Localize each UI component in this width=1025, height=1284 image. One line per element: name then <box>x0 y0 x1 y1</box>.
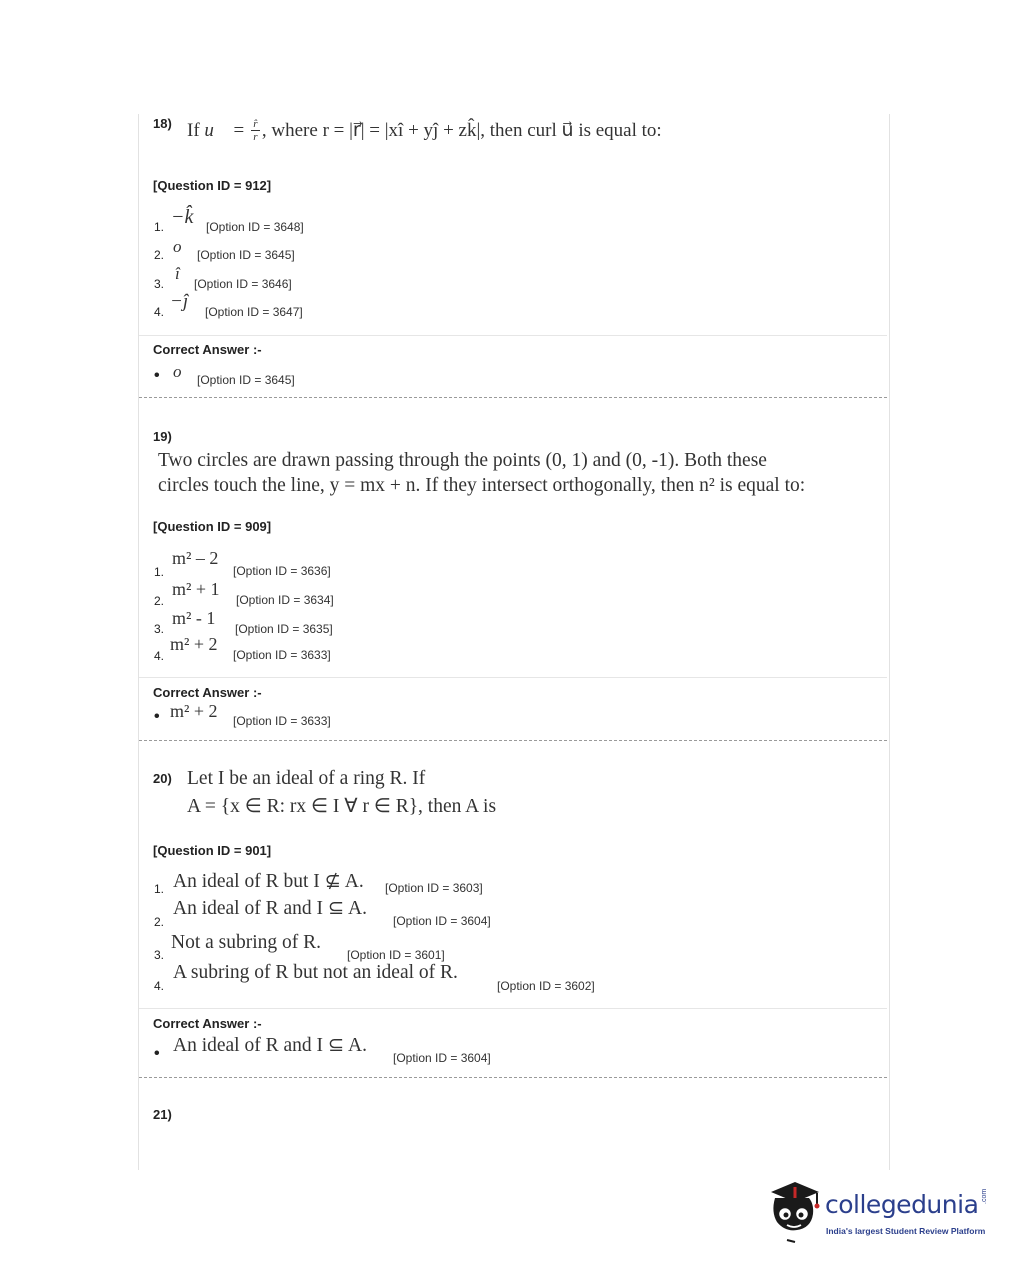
fraction-numerator: r̂ <box>253 118 258 130</box>
divider <box>139 1008 887 1009</box>
question-21-number: 21) <box>153 1107 172 1122</box>
stem-eq: = <box>228 119 249 141</box>
option-id: [Option ID = 3646] <box>194 277 292 291</box>
option-number: 1. <box>154 882 165 896</box>
option-math: m² + 2 <box>170 634 218 654</box>
option-math: −k̂ <box>171 206 194 228</box>
question-20-id: [Question ID = 901] <box>153 843 272 858</box>
option-number: 2. <box>154 248 165 262</box>
brand-tagline: India's largest Student Review Platform <box>826 1226 986 1236</box>
option-id: [Option ID = 3602] <box>497 979 595 993</box>
option-text: A subring of R but not an ideal of R. <box>173 962 458 983</box>
correct-answer-math: m² + 2 <box>170 701 218 721</box>
correct-answer-math: o⃗ <box>173 362 195 381</box>
option-number: 4. <box>154 979 165 993</box>
brand-name: collegedunia <box>825 1190 979 1219</box>
question-separator <box>139 1077 887 1078</box>
question-19-number: 19) <box>153 429 172 444</box>
question-20-number: 20) <box>153 771 172 786</box>
option-math: o⃗ <box>173 237 195 256</box>
question-19-id: [Question ID = 909] <box>153 519 272 534</box>
question-separator <box>139 740 887 741</box>
option-math: m² – 2 <box>172 548 219 568</box>
collegedunia-logo <box>765 1178 995 1248</box>
option-id: [Option ID = 3634] <box>236 593 334 607</box>
stem-rest: , where r = |r⃗| = |xî + yĵ + zk̂|, then curl u⃗ is equal to: <box>261 120 662 141</box>
correct-answer-id: [Option ID = 3633] <box>233 714 331 728</box>
option-text: An ideal of R but I ⊈ A. <box>173 871 364 892</box>
stem-fraction <box>251 118 260 143</box>
correct-answer-text: An ideal of R and I ⊆ A. <box>173 1035 367 1056</box>
fraction-denominator: r <box>253 131 258 143</box>
question-20-stem-line1: Let I be an ideal of a ring R. If <box>187 768 426 789</box>
option-number: 1. <box>154 565 165 579</box>
option-math: −ĵ <box>170 291 189 312</box>
correct-answer-id: [Option ID = 3645] <box>197 373 295 387</box>
option-number: 4. <box>154 649 165 663</box>
option-number: 3. <box>154 622 165 636</box>
divider <box>139 335 887 336</box>
option-math: î <box>175 264 180 283</box>
correct-answer-label: Correct Answer :- <box>153 1016 262 1031</box>
option-id: [Option ID = 3604] <box>393 914 491 928</box>
correct-answer-label: Correct Answer :- <box>153 342 262 357</box>
brand-suffix: .com <box>981 1188 988 1204</box>
question-19-stem-line2: circles touch the line, y = mx + n. If they intersect orthogonally, then n² is equal to: <box>158 475 806 496</box>
option-id: [Option ID = 3645] <box>197 248 295 262</box>
question-19-stem-line1: Two circles are drawn passing through the points (0, 1) and (0, -1). Both these <box>158 450 767 471</box>
correct-answer-id: [Option ID = 3604] <box>393 1051 491 1065</box>
divider <box>139 677 887 678</box>
option-id: [Option ID = 3636] <box>233 564 331 578</box>
option-number: 3. <box>154 948 165 962</box>
bullet: • <box>154 1045 160 1062</box>
bullet: • <box>154 708 160 725</box>
option-id: [Option ID = 3647] <box>205 305 303 319</box>
option-text: An ideal of R and I ⊆ A. <box>173 898 367 919</box>
question-18-stem <box>187 118 662 143</box>
question-separator <box>139 397 887 398</box>
correct-answer-label: Correct Answer :- <box>153 685 262 700</box>
option-id: [Option ID = 3635] <box>235 622 333 636</box>
option-number: 2. <box>154 594 165 608</box>
bullet: • <box>154 367 160 384</box>
mascot-icon <box>765 1178 823 1248</box>
option-number: 4. <box>154 305 165 319</box>
stem-vector-u: u⃗ <box>204 119 229 141</box>
option-number: 3. <box>154 277 165 291</box>
option-id: [Option ID = 3601] <box>347 948 445 962</box>
option-math: m² + 1 <box>172 579 220 599</box>
option-text: Not a subring of R. <box>171 932 322 953</box>
question-18-id: [Question ID = 912] <box>153 178 272 193</box>
option-id: [Option ID = 3633] <box>233 648 331 662</box>
page-frame <box>138 114 890 1170</box>
question-20-stem-line2: A = {x ∈ R: rx ∈ I ∀ r ∈ R}, then A is <box>187 796 497 817</box>
option-number: 2. <box>154 915 165 929</box>
option-number: 1. <box>154 220 165 234</box>
option-math: m² - 1 <box>172 608 216 628</box>
option-id: [Option ID = 3648] <box>206 220 304 234</box>
option-id: [Option ID = 3603] <box>385 881 483 895</box>
stem-lead: If <box>187 119 205 141</box>
question-18-number: 18) <box>153 116 172 131</box>
